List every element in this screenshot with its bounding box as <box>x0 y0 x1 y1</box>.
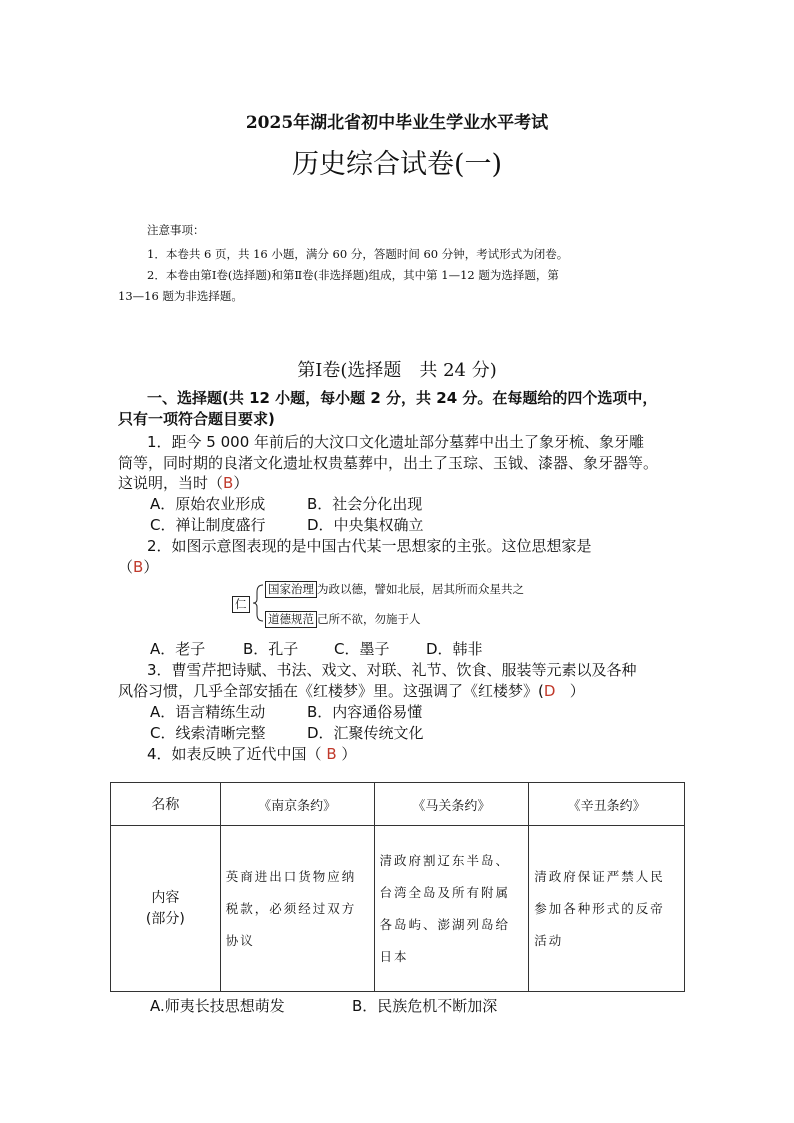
q4-answer: B <box>326 745 337 763</box>
q2-option-d: D．韩非 <box>426 640 483 658</box>
q3-option-b: B．内容通俗易懂 <box>307 703 423 721</box>
diagram-branch-2-label: 道德规范 <box>265 611 317 628</box>
notes-heading: 注意事项： <box>147 223 205 237</box>
q4-option-a: A.师夷长技思想萌发 <box>150 997 285 1015</box>
section-instruction-line-1: 一、选择题(共 12 小题，每小题 2 分，共 24 分。在每题给的四个选项中， <box>147 389 658 407</box>
q3-option-c: C．线索清晰完整 <box>150 724 266 742</box>
table-cell-xinchou: 清政府保证严禁人民参加各种形式的反帝活动 <box>529 826 685 992</box>
q3-line-2: 风俗习惯，几乎全部安插在《红楼梦》里。这强调了《红楼梦》(D ） <box>118 682 585 700</box>
section-title: 第Ⅰ卷(选择题 共 24 分) <box>297 360 497 381</box>
notes-item-2-line-1: 2．本卷由第Ⅰ卷(选择题)和第Ⅱ卷(非选择题)组成，其中第 1—12 题为选择题，第 <box>147 268 559 282</box>
table-header-row <box>111 783 685 826</box>
q1-answer: B <box>223 474 234 492</box>
q2-line-2: （B） <box>118 558 159 576</box>
q2-option-a: A．老子 <box>150 640 206 658</box>
exam-subtitle: 2025年湖北省初中毕业生学业水平考试 <box>245 113 549 133</box>
table-row <box>111 826 685 992</box>
table-header-nanjing: 《南京条约》 <box>220 783 374 826</box>
q1-option-d: D．中央集权确立 <box>307 516 424 534</box>
q1-option-a: A．原始农业形成 <box>150 495 266 513</box>
table-cell-nanjing: 英商进出口货物应纳税款，必须经过双方协议 <box>220 826 374 992</box>
q1-option-b: B．社会分化出现 <box>307 495 423 513</box>
q3-option-d: D．汇聚传统文化 <box>307 724 424 742</box>
notes-item-1: 1．本卷共 6 页，共 16 小题，满分 60 分，答题时间 60 分钟，考试形式为闭卷。 <box>147 247 569 261</box>
diagram-brace <box>251 584 265 622</box>
table-row-label: 内容 (部分) <box>111 826 221 992</box>
q2-line-1: 2．如图示意图表现的是中国古代某一思想家的主张。这位思想家是 <box>147 537 592 555</box>
q3-answer: D <box>543 682 556 700</box>
q1-line-3: 这说明，当时（B） <box>118 474 249 492</box>
table-header-xinchou: 《辛丑条约》 <box>529 783 685 826</box>
q3-option-a: A．语言精练生动 <box>150 703 266 721</box>
treaty-table <box>110 782 685 992</box>
q1-option-c: C．禅让制度盛行 <box>150 516 266 534</box>
q4-line-1: 4．如表反映了近代中国（ B ） <box>147 745 357 763</box>
diagram-root: 仁 <box>232 596 250 613</box>
diagram-branch-2-text: 己所不欲，勿施于人 <box>317 612 421 626</box>
diagram-branch-2 <box>265 611 421 628</box>
q1-line-1: 1．距今 5 000 年前后的大汶口文化遗址部分墓葬中出土了象牙梳、象牙雕 <box>147 433 645 451</box>
diagram-branch-1 <box>265 581 524 598</box>
table-cell-maguan: 清政府割辽东半岛、台湾全岛及所有附属各岛屿、澎湖列岛给日本 <box>374 826 529 992</box>
q4-option-b: B．民族危机不断加深 <box>352 997 498 1015</box>
q2-answer: B <box>133 558 144 576</box>
exam-title: 历史综合试卷(一) <box>291 149 503 180</box>
table-header-maguan: 《马关条约》 <box>374 783 529 826</box>
section-instruction-line-2: 只有一项符合题目要求) <box>118 410 275 428</box>
q2-option-c: C．墨子 <box>334 640 390 658</box>
q1-line-2: 筒等，同时期的良渚文化遗址权贵墓葬中，出土了玉琮、玉钺、漆器、象牙器等。 <box>118 454 659 472</box>
table-header-name: 名称 <box>111 783 221 826</box>
q2-option-b: B．孔子 <box>243 640 299 658</box>
notes-item-2-line-2: 13—16 题为非选择题。 <box>118 289 243 303</box>
diagram-branch-1-text: 为政以德，譬如北辰，居其所而众星共之 <box>317 582 524 596</box>
diagram-branch-1-label: 国家治理 <box>265 581 317 598</box>
q3-line-1: 3．曹雪芹把诗赋、书法、戏文、对联、礼节、饮食、服装等元素以及各种 <box>147 661 637 679</box>
